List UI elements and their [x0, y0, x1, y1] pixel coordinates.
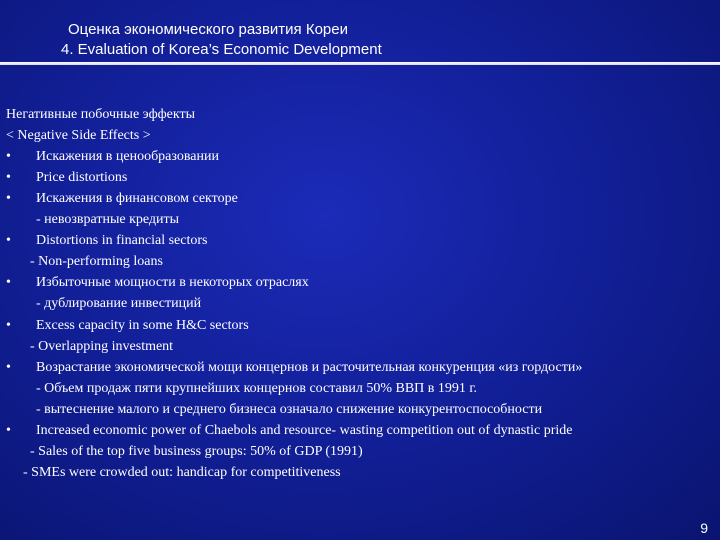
page-number: 9 [700, 520, 708, 536]
list-subitem: - вытеснение малого и среднего бизнеса означало снижение конкурентоспособности [36, 402, 543, 417]
title-russian: Оценка экономического развития Кореи [68, 21, 348, 38]
bullet-marker: • [6, 191, 11, 206]
bullet-marker: • [6, 233, 11, 248]
list-subitem: - Объем продаж пяти крупнейших концернов составил 50% ВВП в 1991 г. [36, 381, 478, 396]
list-item: Возрастание экономической мощи концернов и расточительная конкуренция «из гордости» [36, 360, 583, 375]
list-item: Price distortions [36, 170, 128, 185]
list-subitem: - дублирование инвестиций [36, 296, 202, 311]
list-item: Increased economic power of Chaebols and resource- wasting competition out of dynastic pride [36, 423, 573, 438]
bullet-marker: • [6, 423, 11, 438]
list-subitem: - Overlapping investment [30, 339, 174, 354]
list-item: Избыточные мощности в некоторых отраслях [36, 275, 309, 290]
bullet-marker: • [6, 318, 11, 333]
section-heading-english: < Negative Side Effects > [6, 128, 151, 143]
list-subitem: - SMEs were crowded out: handicap for competitiveness [23, 465, 341, 480]
bullet-marker: • [6, 149, 11, 164]
list-item: Distortions in financial sectors [36, 233, 208, 248]
bullet-marker: • [6, 360, 11, 375]
list-subitem: - Sales of the top five business groups: 50% of GDP (1991) [30, 444, 363, 459]
list-item: Excess capacity in some H&C sectors [36, 318, 249, 333]
list-item: Искажения в финансовом секторе [36, 191, 238, 206]
bullet-marker: • [6, 170, 11, 185]
list-subitem: - Non-performing loans [30, 254, 163, 269]
section-heading-russian: Негативные побочные эффекты [6, 107, 195, 122]
title-english: 4. Evaluation of Korea’s Economic Development [61, 41, 382, 58]
list-item: Искажения в ценообразовании [36, 149, 219, 164]
bullet-marker: • [6, 275, 11, 290]
list-subitem: - невозвратные кредиты [36, 212, 180, 227]
